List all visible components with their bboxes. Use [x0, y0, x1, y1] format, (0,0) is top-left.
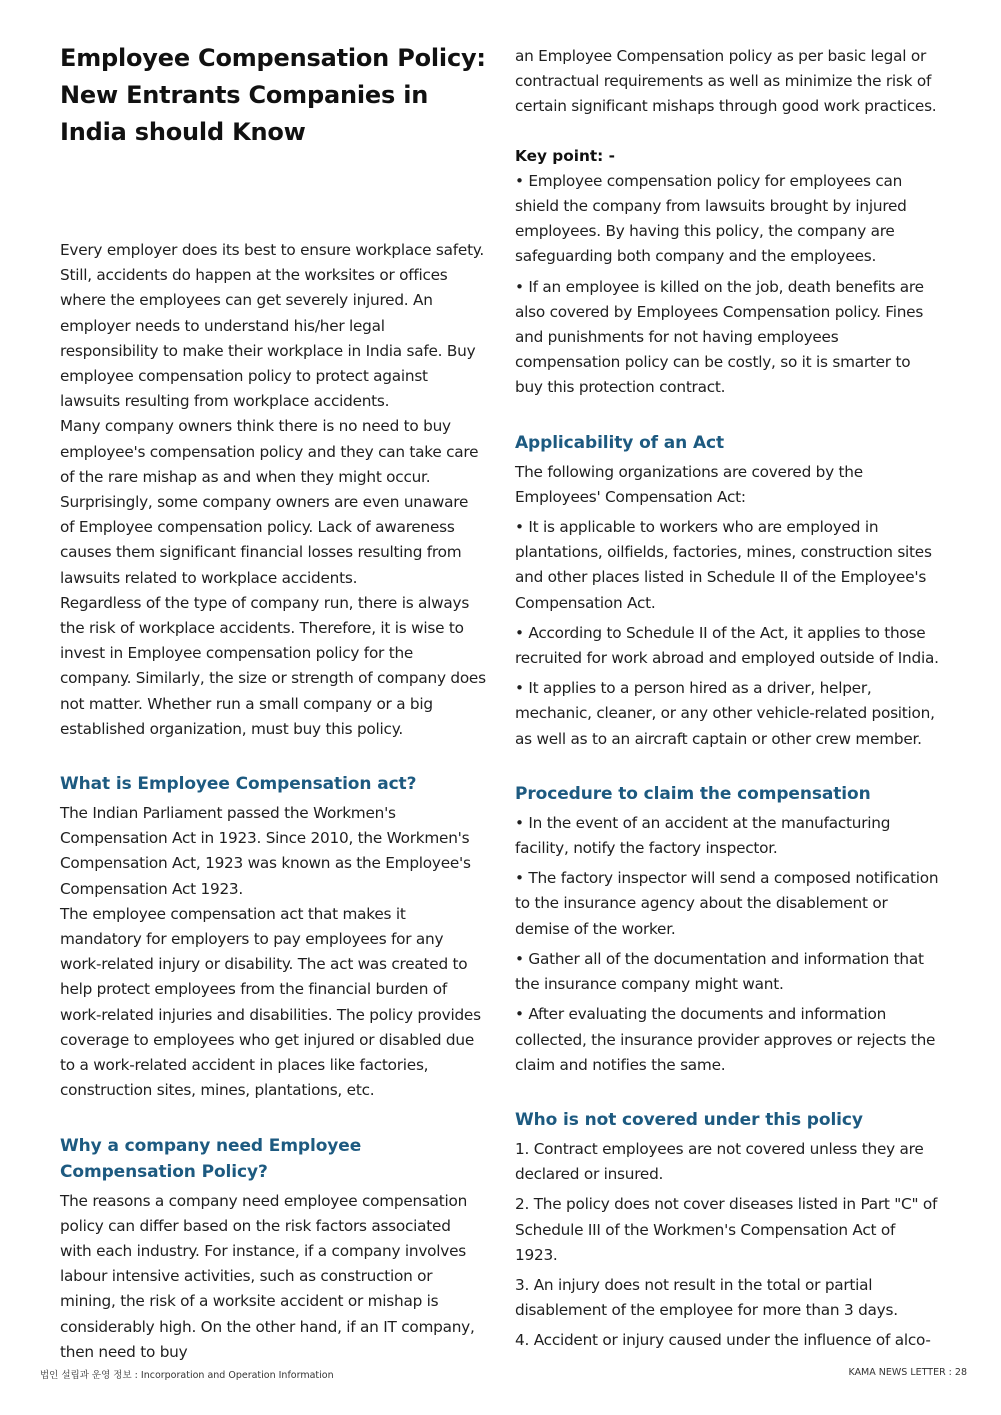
section-heading: Applicability of an Act: [515, 432, 725, 453]
section-heading: Why a company need Employee Compensation Policy?: [60, 1135, 362, 1182]
left-column: [60, 40, 486, 1365]
list-item: • In the event of an accident at the manufacturing facility, notify the factory inspector.: [515, 813, 891, 858]
section-heading: What is Employee Compensation act?: [60, 774, 417, 795]
article-title: Employee Compensation Policy: New Entrants Companies in India should Know: [60, 44, 486, 146]
list-item: • It is applicable to workers who are employed in plantations, oilfields, factories, mines, construction sites and other places listed in Schedule II of the Employee's Compensation Act.: [515, 518, 932, 612]
section-paragraph: The reasons a company need employee compensation policy can differ based on the risk factors associated with each industry. For instance, if a company involves labour intensive activities, such as construction or mining, the risk of a worksite accident or mishap is considerably high. On the other hand, if an IT company, then need to buy: [60, 1191, 475, 1361]
list-item: 1. Contract employees are not covered unless they are declared or insured.: [515, 1139, 924, 1184]
key-point-item: • If an employee is killed on the job, death benefits are also covered by Employees Compensation policy. Fines and punishments for not having employees compensation policy can be costly, so it is smarter to buy this protection contract.: [515, 277, 924, 397]
right-column: [515, 44, 941, 1354]
list-item: • It applies to a person hired as a driver, helper, mechanic, cleaner, or any other vehicle-related position, as well as to an aircraft captain or other crew member.: [515, 679, 935, 748]
section-why-need-policy: [60, 1133, 486, 1365]
section-paragraph: The following organizations are covered by the Employees' Compensation Act:: [515, 462, 863, 506]
section-paragraph: The employee compensation act that makes it mandatory for employers to pay employees for any work-related injury or disability. The act was created to help protect employees from the financial burden of work-related injuries and disabilities. The policy provides coverage to employees who get injured or disabled due to a work-related accident in places like factories, construction sites, mines, plantations, etc.: [60, 904, 481, 1100]
intro-paragraph: Regardless of the type of company run, there is always the risk of workplace accidents. Therefore, it is wise to invest in Employee compensation policy for the company. Similarly, the size or strength of company does not matter. Whether run a small company or a big established organization, must buy this policy.: [60, 593, 486, 738]
section-what-is-act: [60, 771, 486, 1103]
intro-section: [60, 238, 486, 742]
footer-page-number: KAMA NEWS LETTER : 28: [848, 1367, 967, 1378]
list-item: • After evaluating the documents and information collected, the insurance provider approves or rejects the claim and notifies the same.: [515, 1005, 936, 1074]
section-heading: Who is not covered under this policy: [515, 1109, 863, 1130]
section-procedure: [515, 781, 941, 1078]
section-applicability: [515, 430, 941, 752]
list-item: • The factory inspector will send a composed notification to the insurance agency about the disablement or demise of the worker.: [515, 869, 939, 938]
key-point-item: • Employee compensation policy for employees can shield the company from lawsuits brought by injured employees. By having this policy, the company are safeguarding both company and the employees.: [515, 171, 907, 266]
intro-paragraph: Every employer does its best to ensure workplace safety. Still, accidents do happen at the worksites or offices where the employees can get severely injured. An employer needs to understand his/her legal responsibility to make their workplace in India safe. Buy employee compensation policy to protect against lawsuits resulting from workplace accidents.: [60, 241, 485, 411]
section-paragraph: The Indian Parliament passed the Workmen's Compensation Act in 1923. Since 2010, the Workmen's Compensation Act, 1923 was known as the Employee's Compensation Act 1923.: [60, 804, 471, 898]
list-item: • According to Schedule II of the Act, it applies to those recruited for work abroad and employed outside of India.: [515, 623, 939, 668]
key-point-label: Key point: -: [515, 146, 615, 165]
intro-paragraph: Many company owners think there is no need to buy employee's compensation policy and they can take care of the rare mishap as and when they might occur. Surprisingly, some company owners are even unaware of Employee compensation policy. Lack of awareness causes them significant financial losses resulting from lawsuits related to workplace accidents.: [60, 417, 479, 587]
list-item: • Gather all of the documentation and information that the insurance company might want.: [515, 949, 924, 994]
section-not-covered: [515, 1107, 941, 1354]
continued-paragraph: an Employee Compensation policy as per basic legal or contractual requirements as well as minimize the risk of certain significant mishaps through good work practices.: [515, 47, 937, 116]
list-item: 3. An injury does not result in the total or partial disablement of the employee for more than 3 days.: [515, 1275, 898, 1320]
list-item: 4. Accident or injury caused under the influence of alco-: [515, 1331, 931, 1350]
footer-section-label: 법인 설립과 운영 정보 : Incorporation and Operation Information: [40, 1370, 334, 1381]
list-item: 2. The policy does not cover diseases listed in Part "C" of Schedule III of the Workmen's Compensation Act of 1923.: [515, 1195, 938, 1264]
section-heading: Procedure to claim the compensation: [515, 783, 871, 804]
